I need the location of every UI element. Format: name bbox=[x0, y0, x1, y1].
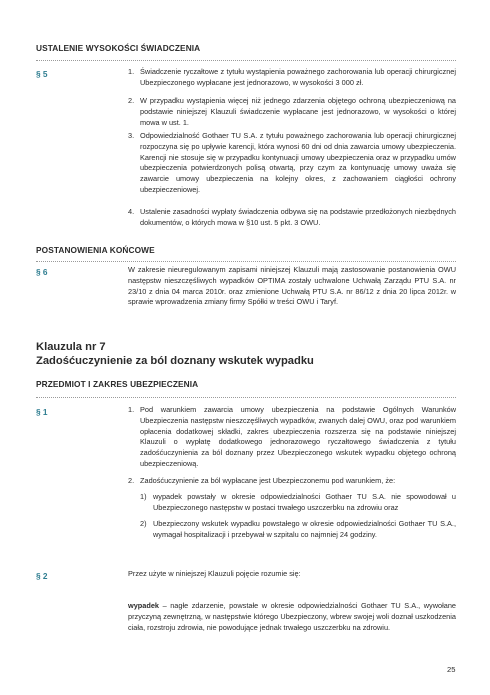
subitem-number: 2) bbox=[140, 519, 147, 528]
section-header-postanowienia: POSTANOWIENIA KOŃCOWE bbox=[36, 245, 155, 255]
definition-entry bbox=[128, 601, 456, 633]
item-text: W przypadku wystąpienia więcej niż jednego zdarzenia objętego ochroną ubezpieczeniową na podstawie niniejszej Klauzuli świadczenie wypłacane jest jednorazowo, w wysokości o której mowa w ust. 1. bbox=[140, 96, 456, 127]
definition-term: wypadek bbox=[128, 601, 160, 610]
item-number: 3. bbox=[128, 131, 135, 140]
item-text: Pod warunkiem zawarcia umowy ubezpieczenia na podstawie Ogólnych Warunków Ubezpieczenia następstw nieszczęśliwych wypadków, zwanych dalej OWU, oraz pod warunkiem opłacenia dodatkowej składki, zakres ubezpieczenia rozszerza się na podstawie niniejszej Klauzuli o wypłatę dodatkowego jednorazowego ryczałtowego świadczenia z tytułu zadośćuczynienia za ból doznany przez Ubezpieczonego wskutek wypadku objętego ochroną ubezpieczeniową. bbox=[140, 405, 456, 468]
section-header-przedmiot: PRZEDMIOT I ZAKRES UBEZPIECZENIA bbox=[36, 379, 199, 389]
item-number: 4. bbox=[128, 207, 135, 216]
divider bbox=[36, 261, 456, 262]
divider bbox=[36, 397, 456, 398]
item-number: 2. bbox=[128, 96, 135, 105]
paragraph-number-2: § 2 bbox=[36, 571, 48, 581]
page-number: 25 bbox=[447, 665, 456, 674]
item-text: Odpowiedzialność Gothaer TU S.A. z tytułu poważnego zachorowania lub operacji chirurgicznej rozpoczyna się po upływie karencji, która wynosi 60 dni od dnia zawarcia umowy ubezpieczenia. Karencji nie stosuje się w przypadku kontynuacji umowy ubezpieczenia oraz w przypadku umów ubezpieczenia potwierdzonych polisą otwartą, przy czym za kontynuację umowy uważa się zawarcie umowy ubezpieczenia na kolejny okres, z zachowaniem ciągłości ochrony ubezpieczeniowej. bbox=[140, 131, 456, 194]
definitions-intro: Przez użyte w niniejszej Klauzuli pojęcie rozumie się: bbox=[128, 569, 301, 578]
paragraph-number-5: § 5 bbox=[36, 69, 48, 79]
clause-title: Klauzula nr 7 bbox=[36, 341, 106, 353]
section-header-ustalenie: USTALENIE WYSOKOŚCI ŚWIADCZENIA bbox=[36, 43, 201, 53]
divider bbox=[36, 60, 456, 61]
item-text: Ustalenie zasadności wypłaty świadczenia odbywa się na podstawie przedłożonych niezbędnych dokumentów, o których mowa w §10 ust. 5 pkt. 3 OWU. bbox=[140, 207, 456, 227]
subitem-text: Ubezpieczony wskutek wypadku powstałego w okresie odpowiedzialności Gothaer TU S.A., wymagał hospitalizacji i przebywał w szpitalu co najmniej 24 godziny. bbox=[153, 519, 456, 539]
definition-text: – nagłe zdarzenie, powstałe w okresie odpowiedzialności Gothaer TU S.A., wywołane przyczyną zewnętrzną, w następstwie którego Ubezpieczony, wbrew swojej woli doznał uszkodzenia ciała, rozstroju zdrowia, nie powodujące jednak trwałego uszczerbku na zdrowiu. bbox=[128, 601, 456, 632]
item-text: Świadczenie ryczałtowe z tytułu wystąpienia poważnego zachorowania lub operacji chirurgicznej Ubezpieczonego wypłacane jest jednorazowo, w wysokości 3 000 zł. bbox=[140, 67, 456, 87]
paragraph-number-6: § 6 bbox=[36, 267, 48, 277]
subitem-number: 1) bbox=[140, 492, 147, 501]
paragraph-number-1: § 1 bbox=[36, 407, 48, 417]
item-number: 1. bbox=[128, 67, 135, 76]
item-number: 2. bbox=[128, 476, 135, 485]
subitem-text: wypadek powstały w okresie odpowiedzialności Gothaer TU S.A. nie spowodował u Ubezpieczonego następstw w postaci trwałego uszczerbku na zdrowiu oraz bbox=[153, 492, 456, 512]
item-text: Zadośćuczynienie za ból wypłacane jest Ubezpieczonemu pod warunkiem, że: bbox=[140, 476, 396, 485]
item-number: 1. bbox=[128, 405, 135, 414]
final-provisions-text: W zakresie nieuregulowanym zapisami niniejszej Klauzuli mają zastosowanie postanowienia OWU następstw nieszczęśliwych wypadków OPTIMA zostały uchwalone Uchwałą Zarządu PTU S.A. nr 23/10 z dnia 04 marca 2010r. oraz zmienione Uchwałą PTU S.A. nr 86/12 z dnia 20 lipca 2012r. w sprawie wprowadzenia zmiany firmy Spółki w treści OWU i Taryf. bbox=[128, 265, 456, 307]
clause-subtitle: Zadośćuczynienie za ból doznany wskutek wypadku bbox=[36, 355, 314, 367]
